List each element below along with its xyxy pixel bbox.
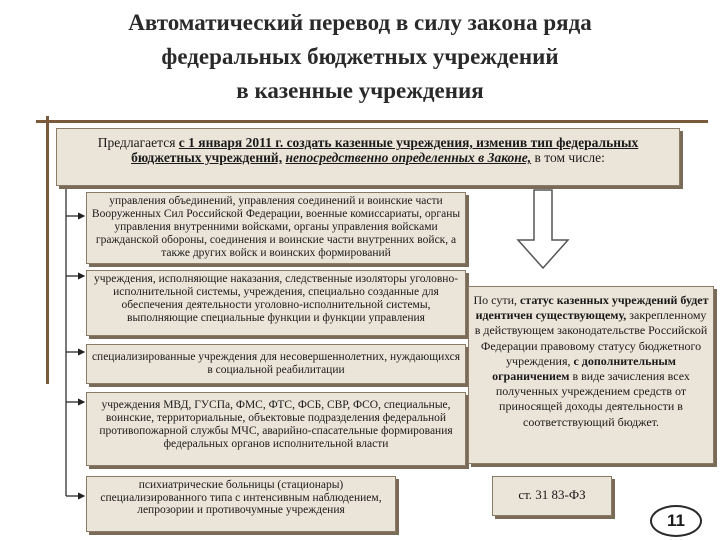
- category-box: учреждения, исполняющие наказания, следственные изоляторы уголовно-исполнительной системы, учреждения, специально созданные для обеспечения деятельности уголовно-исполнительной системы, выполняющие специальные функции и функции управления: [86, 270, 466, 336]
- title-line: федеральных бюджетных учреждений: [161, 44, 559, 69]
- note-text-bold: статус казенных учреждений будет идентичен существующему,: [475, 293, 709, 323]
- header-text-emphasis: непосредственно определенных в Законе,: [285, 150, 532, 165]
- down-arrow-icon: [518, 190, 568, 268]
- note-text: закрепленному в действующем законодательстве Российской Федерации правовому статусу бюджетного учреждения,: [474, 308, 708, 368]
- category-box: управления объединений, управления соединений и воинские части Вооруженных Сил Российской Федерации, военные комиссариаты, органы управления внутренними войсками, органы управления войсками гражданской обороны, соединения и воинские части внутренних войск, а также других войск и воинских формирований: [86, 192, 466, 264]
- page-number-badge: 11: [650, 505, 702, 537]
- note-text: в виде зачисления всех полученных учреждением средств от приносящей доходы деятельности в соответствующий бюджет.: [495, 369, 690, 429]
- law-reference-box: ст. 31 83-ФЗ: [492, 476, 612, 516]
- header-text-tail: в том числе:: [531, 150, 605, 165]
- category-box: специализированные учреждения для несовершеннолетних, нуждающихся в социальной реабилитации: [86, 344, 466, 384]
- note-text: По сути,: [473, 293, 520, 307]
- header-box: [56, 128, 680, 186]
- note-text-bold: с дополнительным ограничением: [492, 353, 676, 384]
- header-text-lead: Предлагается: [97, 135, 179, 150]
- title-line: в казенные учреждения: [236, 78, 484, 103]
- status-note-box: [468, 286, 714, 464]
- category-box: учреждения МВД, ГУСПа, ФМС, ФТС, ФСБ, СВР, ФСО, специальные, воинские, территориальные, объектовые подразделения федеральной противопожарной службы МЧС, аварийно-спасательные формирования федеральных органов исполнительной власти: [86, 392, 466, 466]
- title-line: Автоматический перевод в силу закона ряда: [128, 10, 592, 35]
- category-box: психиатрические больницы (стационары) специализированного типа с интенсивным наблюдением, лепрозории и противочумные учреждения: [86, 476, 396, 532]
- header-text-proposal: с 1 января 2011 г. создать казенные учреждения, изменив тип федеральных бюджетных учреждений,: [131, 135, 639, 165]
